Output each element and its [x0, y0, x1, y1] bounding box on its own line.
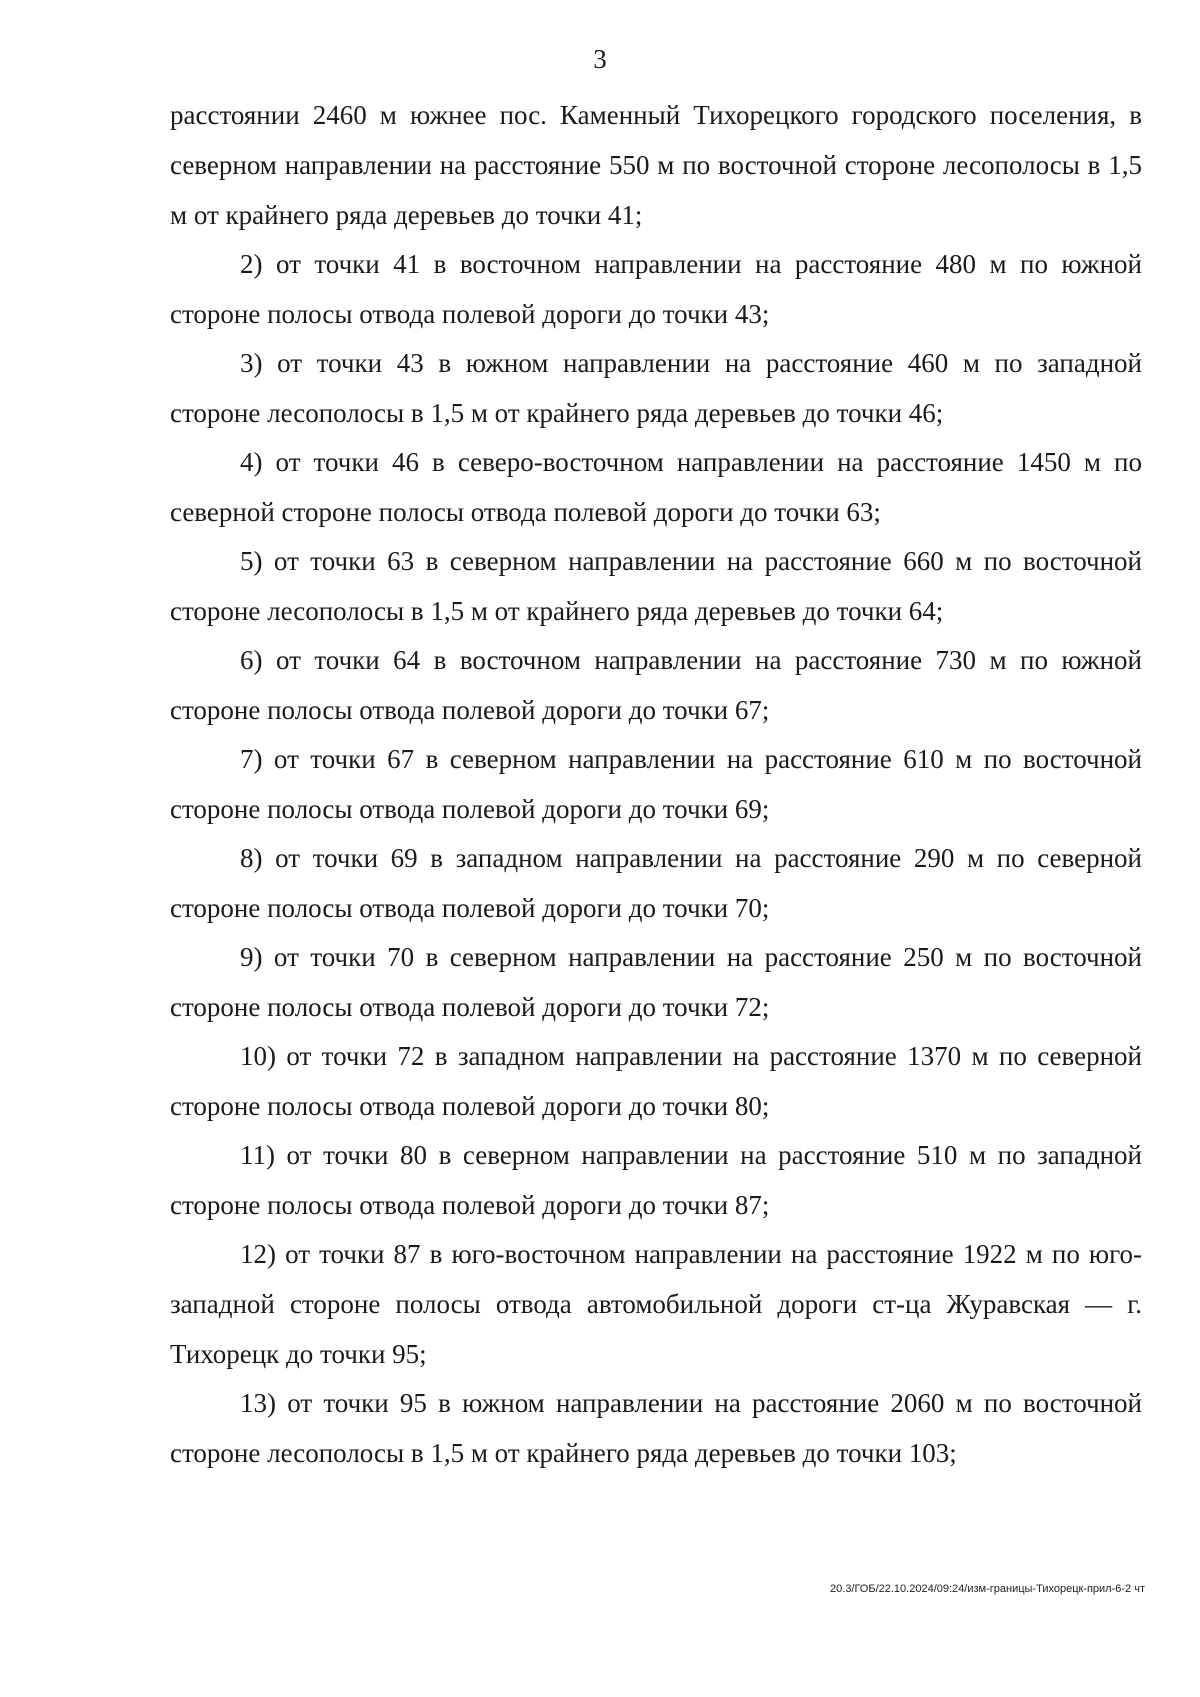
- paragraph-item-12: 12) от точки 87 в юго-восточном направлении на расстояние 1922 м по юго-западной стороне полосы отвода автомобильной дороги ст-ца Журавская — г. Тихорецк до точки 95;: [170, 1239, 1142, 1369]
- paragraph-item-2: 2) от точки 41 в восточном направлении на расстояние 480 м по южной стороне полосы отвода полевой дороги до точки 43;: [170, 249, 1142, 329]
- paragraph-item-3: 3) от точки 43 в южном направлении на расстояние 460 м по западной стороне лесополосы в 1,5 м от крайнего ряда деревьев до точки 46;: [170, 348, 1142, 428]
- document-footer-code: 20.3/ГОБ/22.10.2024/09:24/изм-границы-Тихорецк-прил-6-2 чт: [830, 1583, 1145, 1595]
- paragraph-item-11: 11) от точки 80 в северном направлении на расстояние 510 м по западной стороне полосы отвода полевой дороги до точки 87;: [170, 1140, 1142, 1220]
- paragraph-item-8: 8) от точки 69 в западном направлении на расстояние 290 м по северной стороне полосы отвода полевой дороги до точки 70;: [170, 843, 1142, 923]
- page-number: 3: [593, 44, 607, 74]
- paragraph-item-9: 9) от точки 70 в северном направлении на расстояние 250 м по восточной стороне полосы отвода полевой дороги до точки 72;: [170, 942, 1142, 1022]
- paragraph-item-10: 10) от точки 72 в западном направлении на расстояние 1370 м по северной стороне полосы отвода полевой дороги до точки 80;: [170, 1041, 1142, 1121]
- paragraph-item-13: 13) от точки 95 в южном направлении на расстояние 2060 м по восточной стороне лесополосы в 1,5 м от крайнего ряда деревьев до точки 103;: [170, 1388, 1142, 1468]
- paragraph-item-5: 5) от точки 63 в северном направлении на расстояние 660 м по восточной стороне лесополосы в 1,5 м от крайнего ряда деревьев до точки 64;: [170, 546, 1142, 626]
- paragraph-item-4: 4) от точки 46 в северо-восточном направлении на расстояние 1450 м по северной стороне полосы отвода полевой дороги до точки 63;: [170, 447, 1142, 527]
- paragraph-item-6: 6) от точки 64 в восточном направлении на расстояние 730 м по южной стороне полосы отвода полевой дороги до точки 67;: [170, 645, 1142, 725]
- document-body: [170, 90, 1142, 1477]
- paragraph-continuation: расстоянии 2460 м южнее пос. Каменный Тихорецкого городского поселения, в северном направлении на расстояние 550 м по восточной стороне лесополосы в 1,5 м от крайнего ряда деревьев до точки 41;: [170, 100, 1142, 230]
- paragraph-item-7: 7) от точки 67 в северном направлении на расстояние 610 м по восточной стороне полосы отвода полевой дороги до точки 69;: [170, 744, 1142, 824]
